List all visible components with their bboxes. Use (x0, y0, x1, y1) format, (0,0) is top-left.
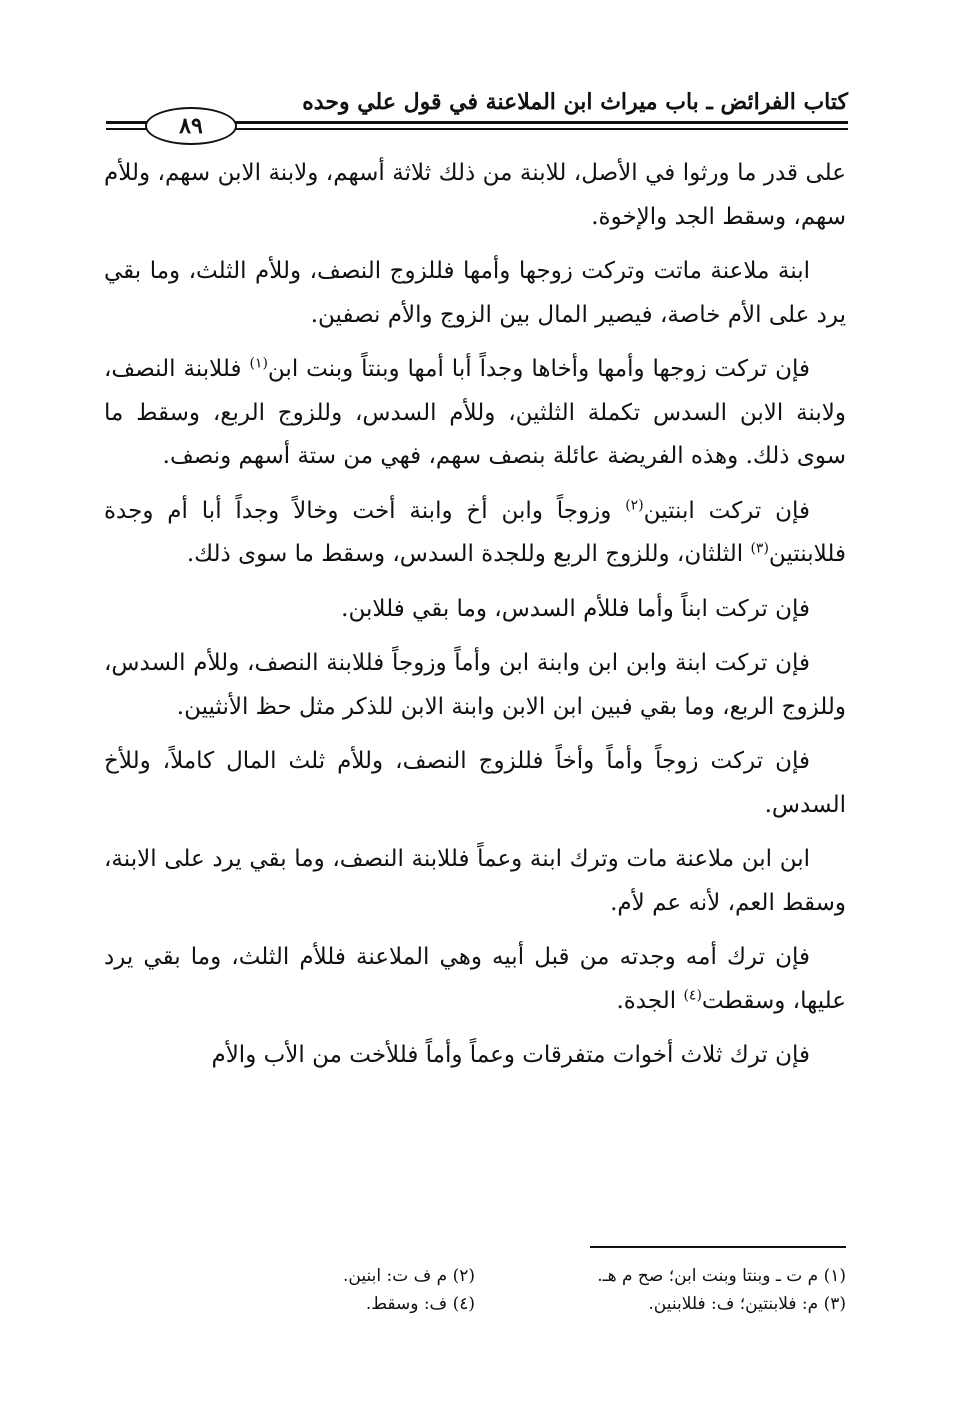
footnote-row (104, 1262, 846, 1290)
footnote-separator (590, 1246, 846, 1248)
footnote-row (104, 1290, 846, 1318)
footnote-marker: (٢) (625, 496, 644, 513)
footnote-marker: (٣) (750, 540, 769, 557)
footnote-marker: (٤) (683, 986, 702, 1003)
page-number: ٨٩ (145, 107, 237, 145)
footnotes (104, 1262, 846, 1318)
paragraph: فإن تركت ابنة وابن ابن وابنة ابن وأماً وزوجاً فللابنة النصف، وللأم السدس، وللزوج الربع، وما بقي فبين ابن الابن وابنة الابن للذكر مثل حظ الأنثيين. (104, 650, 846, 720)
footnote: (٢) م ف ت: ابنين. (343, 1266, 475, 1286)
paragraph: ابنة ملاعنة ماتت وتركت زوجها وأمها فللزوج النصف، وللأم الثلث، وما بقي يرد على الأم خاصة، فيصير المال بين الزوج والأم نصفين. (104, 258, 846, 328)
paragraph: على قدر ما ورثوا في الأصل، للابنة من ذلك ثلاثة أسهم، ولابنة الابن سهم، وللأم سهم، وسقط الجد والإخوة. (104, 160, 846, 230)
footnote-marker: (١) (249, 355, 268, 372)
paragraph: فإن تركت زوجها وأمها وأخاها وجداً أبا أمها وبنتاً وبنت ابن$^{(١)}$ فللابنة النصف، ولابنة الابن السدس تكملة الثلثين، وللأم السدس، وللزوج الربع، وسقط ما سوى ذلك. وهذه الفريضة عائلة بنصف سهم، فهي من ستة أسهم ونصف. (104, 355, 846, 469)
paragraph: فإن تركت زوجاً وأماً وأخاً فللزوج النصف، وللأم ثلث المال كاملاً، وللأخ السدس. (104, 748, 846, 818)
paragraph: ابن ابن ملاعنة مات وترك ابنة وعماً فللابنة النصف، وما بقي يرد على الابنة، وسقط العم، لأنه عم لأم. (104, 846, 846, 916)
running-header-title: كتاب الفرائض ـ باب ميراث ابن الملاعنة في قول علي وحده (302, 89, 848, 115)
footnote: (٤) ف: وسقط. (365, 1294, 475, 1314)
paragraph: فإن ترك ثلاث أخوات متفرقات وعماً وأماً فللأخت من الأب والأم (211, 1042, 810, 1068)
footnote: (٣) م: فلابنتين؛ ف: فللابنين. (648, 1294, 846, 1314)
footnote: (١) م ت ـ وبنتا وبنت ابن؛ صح م هـ. (597, 1266, 846, 1286)
paragraph: فإن تركت ابنتين$^{(٢)}$ وزوجاً وابن أخ وابنة أخت وخالاً وجداً أبا أم وجدة فللابنتين$^{(٣)}$ الثلثان، وللزوج الربع وللجدة السدس، وسقط ما سوى ذلك. (104, 496, 846, 567)
paragraph: فإن ترك أمه وجدته من قبل أبيه وهي الملاعنة فللأم الثلث، وما بقي يرد عليها، وسقطت$^{(٤)}$ الجدة. (104, 944, 846, 1014)
body-text (104, 152, 846, 1089)
paragraph: فإن تركت ابناً وأما فللأم السدس، وما بقي فللابن. (341, 595, 810, 622)
